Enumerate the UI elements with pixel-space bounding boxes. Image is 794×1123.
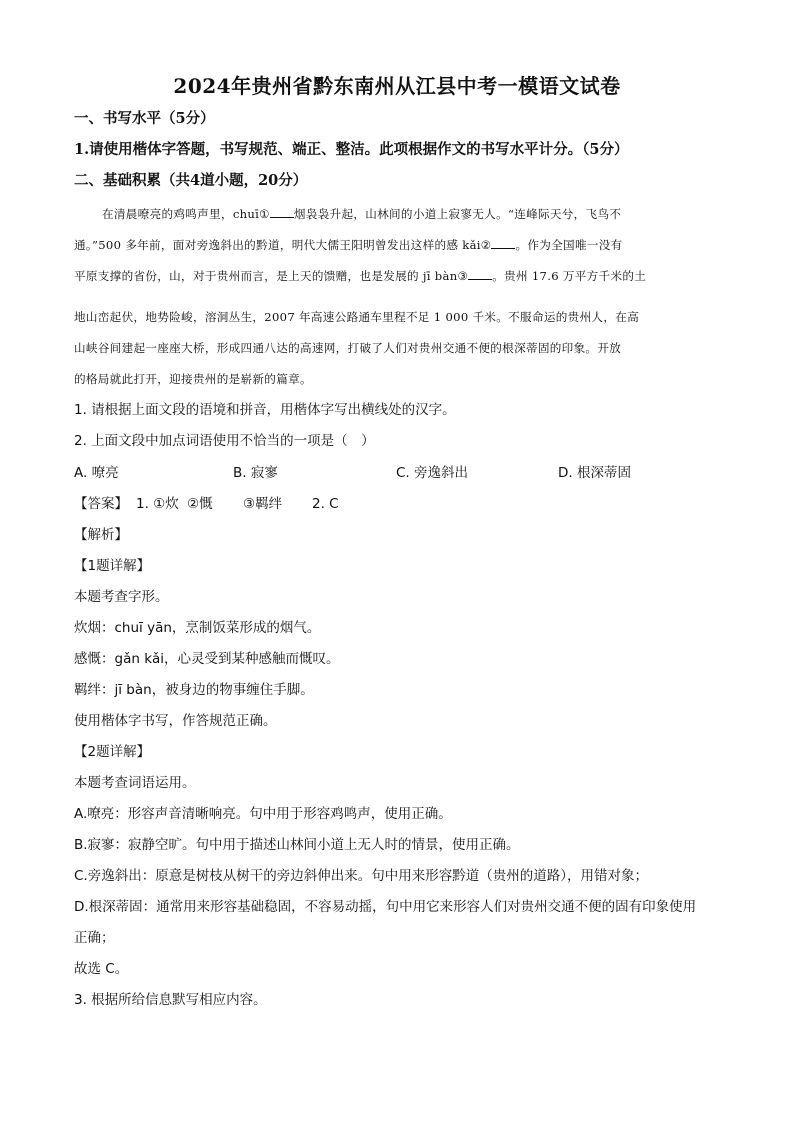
answer-4: 2. C — [312, 496, 339, 512]
passage-line-2b: 。作为全国唯一没有 — [515, 238, 623, 252]
section1-item: 1.请使用楷体字答题，书写规范、端正、整洁。此项根据作文的书写水平计分。（5分） — [74, 141, 629, 158]
answer-label: 【答案】 — [74, 496, 128, 512]
detail-2-line: 本题考查词语运用。 — [74, 775, 196, 791]
detail-1-line: 本题考查字形。 — [74, 589, 169, 605]
detail-1-line: 感慨：gǎn kǎi，心灵受到某种感触而慨叹。 — [74, 651, 340, 667]
passage-line-6: 的格局就此打开，迎接贵州的是崭新的篇章。 — [74, 372, 312, 386]
detail-1-line: 炊烟：chuī yān，烹制饭菜形成的烟气。 — [74, 620, 321, 636]
detail-2-line: C.旁逸斜出：原意是树枝从树干的旁边斜伸出来。句中用来形容黔道（贵州的道路），用错对象； — [74, 868, 648, 884]
passage-line-3b: 。贵州 17.6 万平方千米的土 — [492, 269, 647, 283]
detail-2-line: A.嘹亮：形容声音清晰响亮。句中用于形容鸡鸣声，使用正确。 — [74, 806, 452, 822]
detail-2-line: 正确； — [74, 930, 115, 946]
blank-3 — [468, 267, 492, 280]
answer-3: ③羁绊 — [243, 496, 283, 512]
question-1: 1. 请根据上面文段的语境和拼音，用楷体字写出横线处的汉字。 — [74, 402, 456, 418]
passage-line-5: 山峡谷间建起一座座大桥，形成四通八达的高速网，打破了人们对贵州交通不便的根深蒂固的印象。开放 — [74, 341, 622, 355]
blank-1 — [270, 205, 294, 218]
answer-1: 1. ①炊 — [136, 496, 179, 512]
detail-1-line: 羁绊：jī bàn，被身边的物事缠住手脚。 — [74, 682, 314, 698]
question-2: 2. 上面文段中加点词语使用不恰当的一项是（ ） — [74, 433, 375, 449]
passage-line-2a: 通。”500 多年前，面对旁逸斜出的黔道，明代大儒王阳明曾发出这样的感 kǎi② — [74, 238, 492, 252]
section2-heading: 二、基础积累（共4道小题，20分） — [74, 172, 308, 189]
detail-1-line: 使用楷体字书写，作答规范正确。 — [74, 713, 277, 729]
exam-title: 2024年贵州省黔东南州从江县中考一模语文试卷 — [173, 74, 621, 98]
passage-line-1a: 在清晨嘹亮的鸡鸣声里，chuī① — [102, 207, 270, 221]
passage-line-1b: 烟袅袅升起，山林间的小道上寂寥无人。“连峰际天兮，飞鸟不 — [293, 207, 622, 221]
passage-line-4: 地山峦起伏，地势险峻，溶洞丛生，2007 年高速公路通车里程不足 1 000 千米。不服命运的贵州人，在高 — [74, 310, 639, 324]
detail-2-label: 【2题详解】 — [74, 744, 151, 760]
passage-line-2 — [74, 236, 623, 254]
detail-2-line: D.根深蒂固：通常用来形容基础稳固，不容易动摇，句中用它来形容人们对贵州交通不便的固有印象使用 — [74, 899, 697, 915]
option-d: D. 根深蒂固 — [558, 465, 631, 481]
question-3: 3. 根据所给信息默写相应内容。 — [74, 992, 267, 1008]
passage-line-1 — [102, 205, 621, 223]
detail-2-line: 故选 C。 — [74, 961, 129, 977]
detail-1-label: 【1题详解】 — [74, 558, 151, 574]
passage-line-3 — [74, 267, 646, 285]
blank-2 — [491, 236, 515, 249]
option-b: B. 寂寥 — [233, 465, 278, 481]
section1-heading: 一、书写水平（5分） — [74, 110, 215, 127]
passage-line-3a: 平原支撑的省份，山，对于贵州而言，是上天的馈赠，也是发展的 jī bàn③ — [74, 269, 469, 283]
option-a: A. 嘹亮 — [74, 465, 119, 481]
answer-2: ②慨 — [187, 496, 213, 512]
analysis-label: 【解析】 — [74, 527, 128, 543]
detail-2-line: B.寂寥：寂静空旷。句中用于描述山林间小道上无人时的情景，使用正确。 — [74, 837, 520, 853]
option-c: C. 旁逸斜出 — [396, 465, 469, 481]
